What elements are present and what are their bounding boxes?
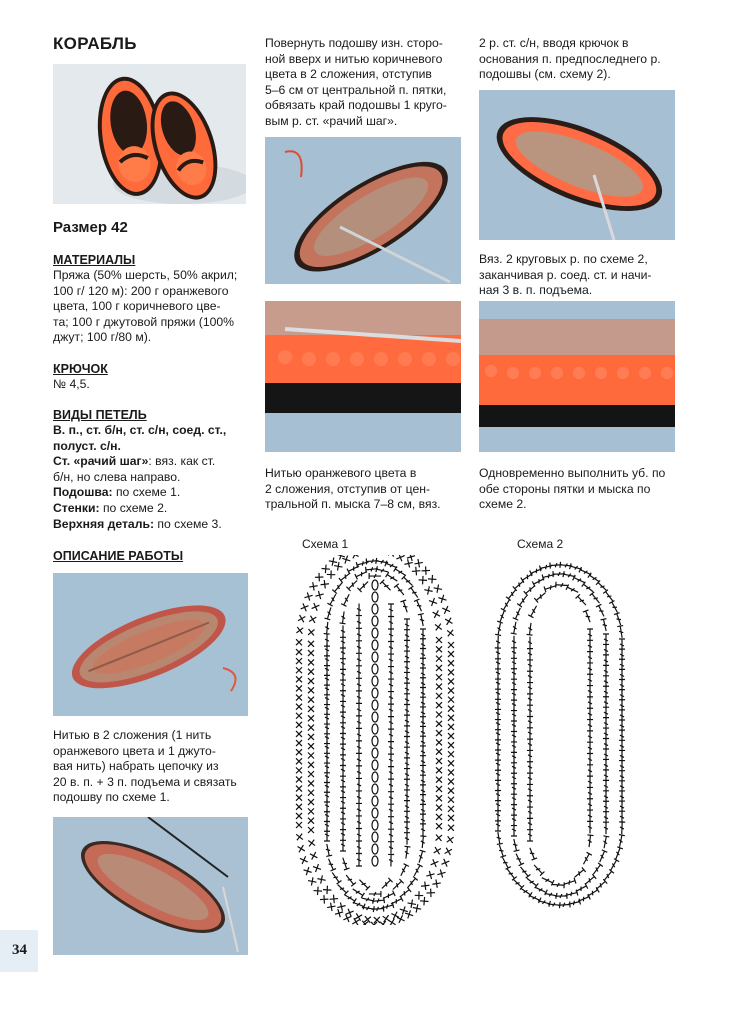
- slippers-photo: [53, 64, 246, 204]
- schema-2-label: Схема 2: [517, 537, 564, 551]
- page-number: 34: [12, 942, 27, 958]
- step2-text: Повернуть подошву изн. сторо- ной вверх и нитью коричневого цвета в 2 сложения, отступив 5–6 см от центральной п. пятки, обвязать край подошвы 1 круго- вым р. ст. «рачий шаг».: [265, 36, 447, 128]
- materials-text: Пряжа (50% шерсть, 50% акрил; 100 г/ 120 м): 200 г оранжевого цвета, 100 г коричневого цве- та; 100 г джутовой пряжи (100% джут; 100 г/80 м).: [53, 268, 238, 345]
- schema-2-diagram: [475, 555, 645, 925]
- work-heading: ОПИСАНИЕ РАБОТЫ: [53, 549, 184, 563]
- sole-photo-1: [53, 573, 248, 716]
- step1-text: Нитью в 2 сложения (1 нить оранжевого цвета и 1 джуто- вая нить) набрать цепочку из 20 в. п. + 3 п. подъема и связать подошву по схеме 1.: [53, 728, 237, 805]
- closeup-photo-2: [479, 301, 675, 452]
- schema-1-diagram: [285, 555, 465, 925]
- hook-heading: КРЮЧОК: [53, 362, 108, 376]
- closeup-photo-1: [265, 301, 461, 452]
- crab-stitch-photo: [265, 137, 461, 284]
- step5-text: Одновременно выполнить уб. по обе стороны пятки и мыска по схеме 2.: [479, 466, 666, 512]
- step2-continued-text: 2 р. ст. с/н, вводя крючок в основания п. предпоследнего р. подошвы (см. схему 2).: [479, 36, 661, 82]
- step4-text: Вяз. 2 круговых р. по схеме 2, заканчивая р. соед. ст. и начи- ная 3 в. п. подъема.: [479, 252, 652, 298]
- step3-text: Нитью оранжевого цвета в 2 сложения, отступив от цен- тральной п. мыска 7–8 см, вяз.: [265, 466, 441, 512]
- page-title: КОРАБЛЬ: [53, 34, 137, 53]
- materials-heading: МАТЕРИАЛЫ: [53, 253, 136, 267]
- size-label: Размер 42: [53, 219, 128, 236]
- sole-photo-2: [53, 817, 248, 955]
- sole-edge-photo: [479, 90, 675, 240]
- schema-1-label: Схема 1: [302, 537, 349, 551]
- stitches-heading: ВИДЫ ПЕТЕЛЬ: [53, 408, 147, 422]
- stitches-text: В. п., ст. б/н, ст. с/н, соед. ст., полуст. с/н. Ст. «рачий шаг»: вяз. как ст. б/н, но слева направо. Подошва: по схеме 1. Стенки: по схеме 2. Верхняя деталь: по схеме 3.: [53, 423, 227, 531]
- hook-value: № 4,5.: [53, 377, 90, 391]
